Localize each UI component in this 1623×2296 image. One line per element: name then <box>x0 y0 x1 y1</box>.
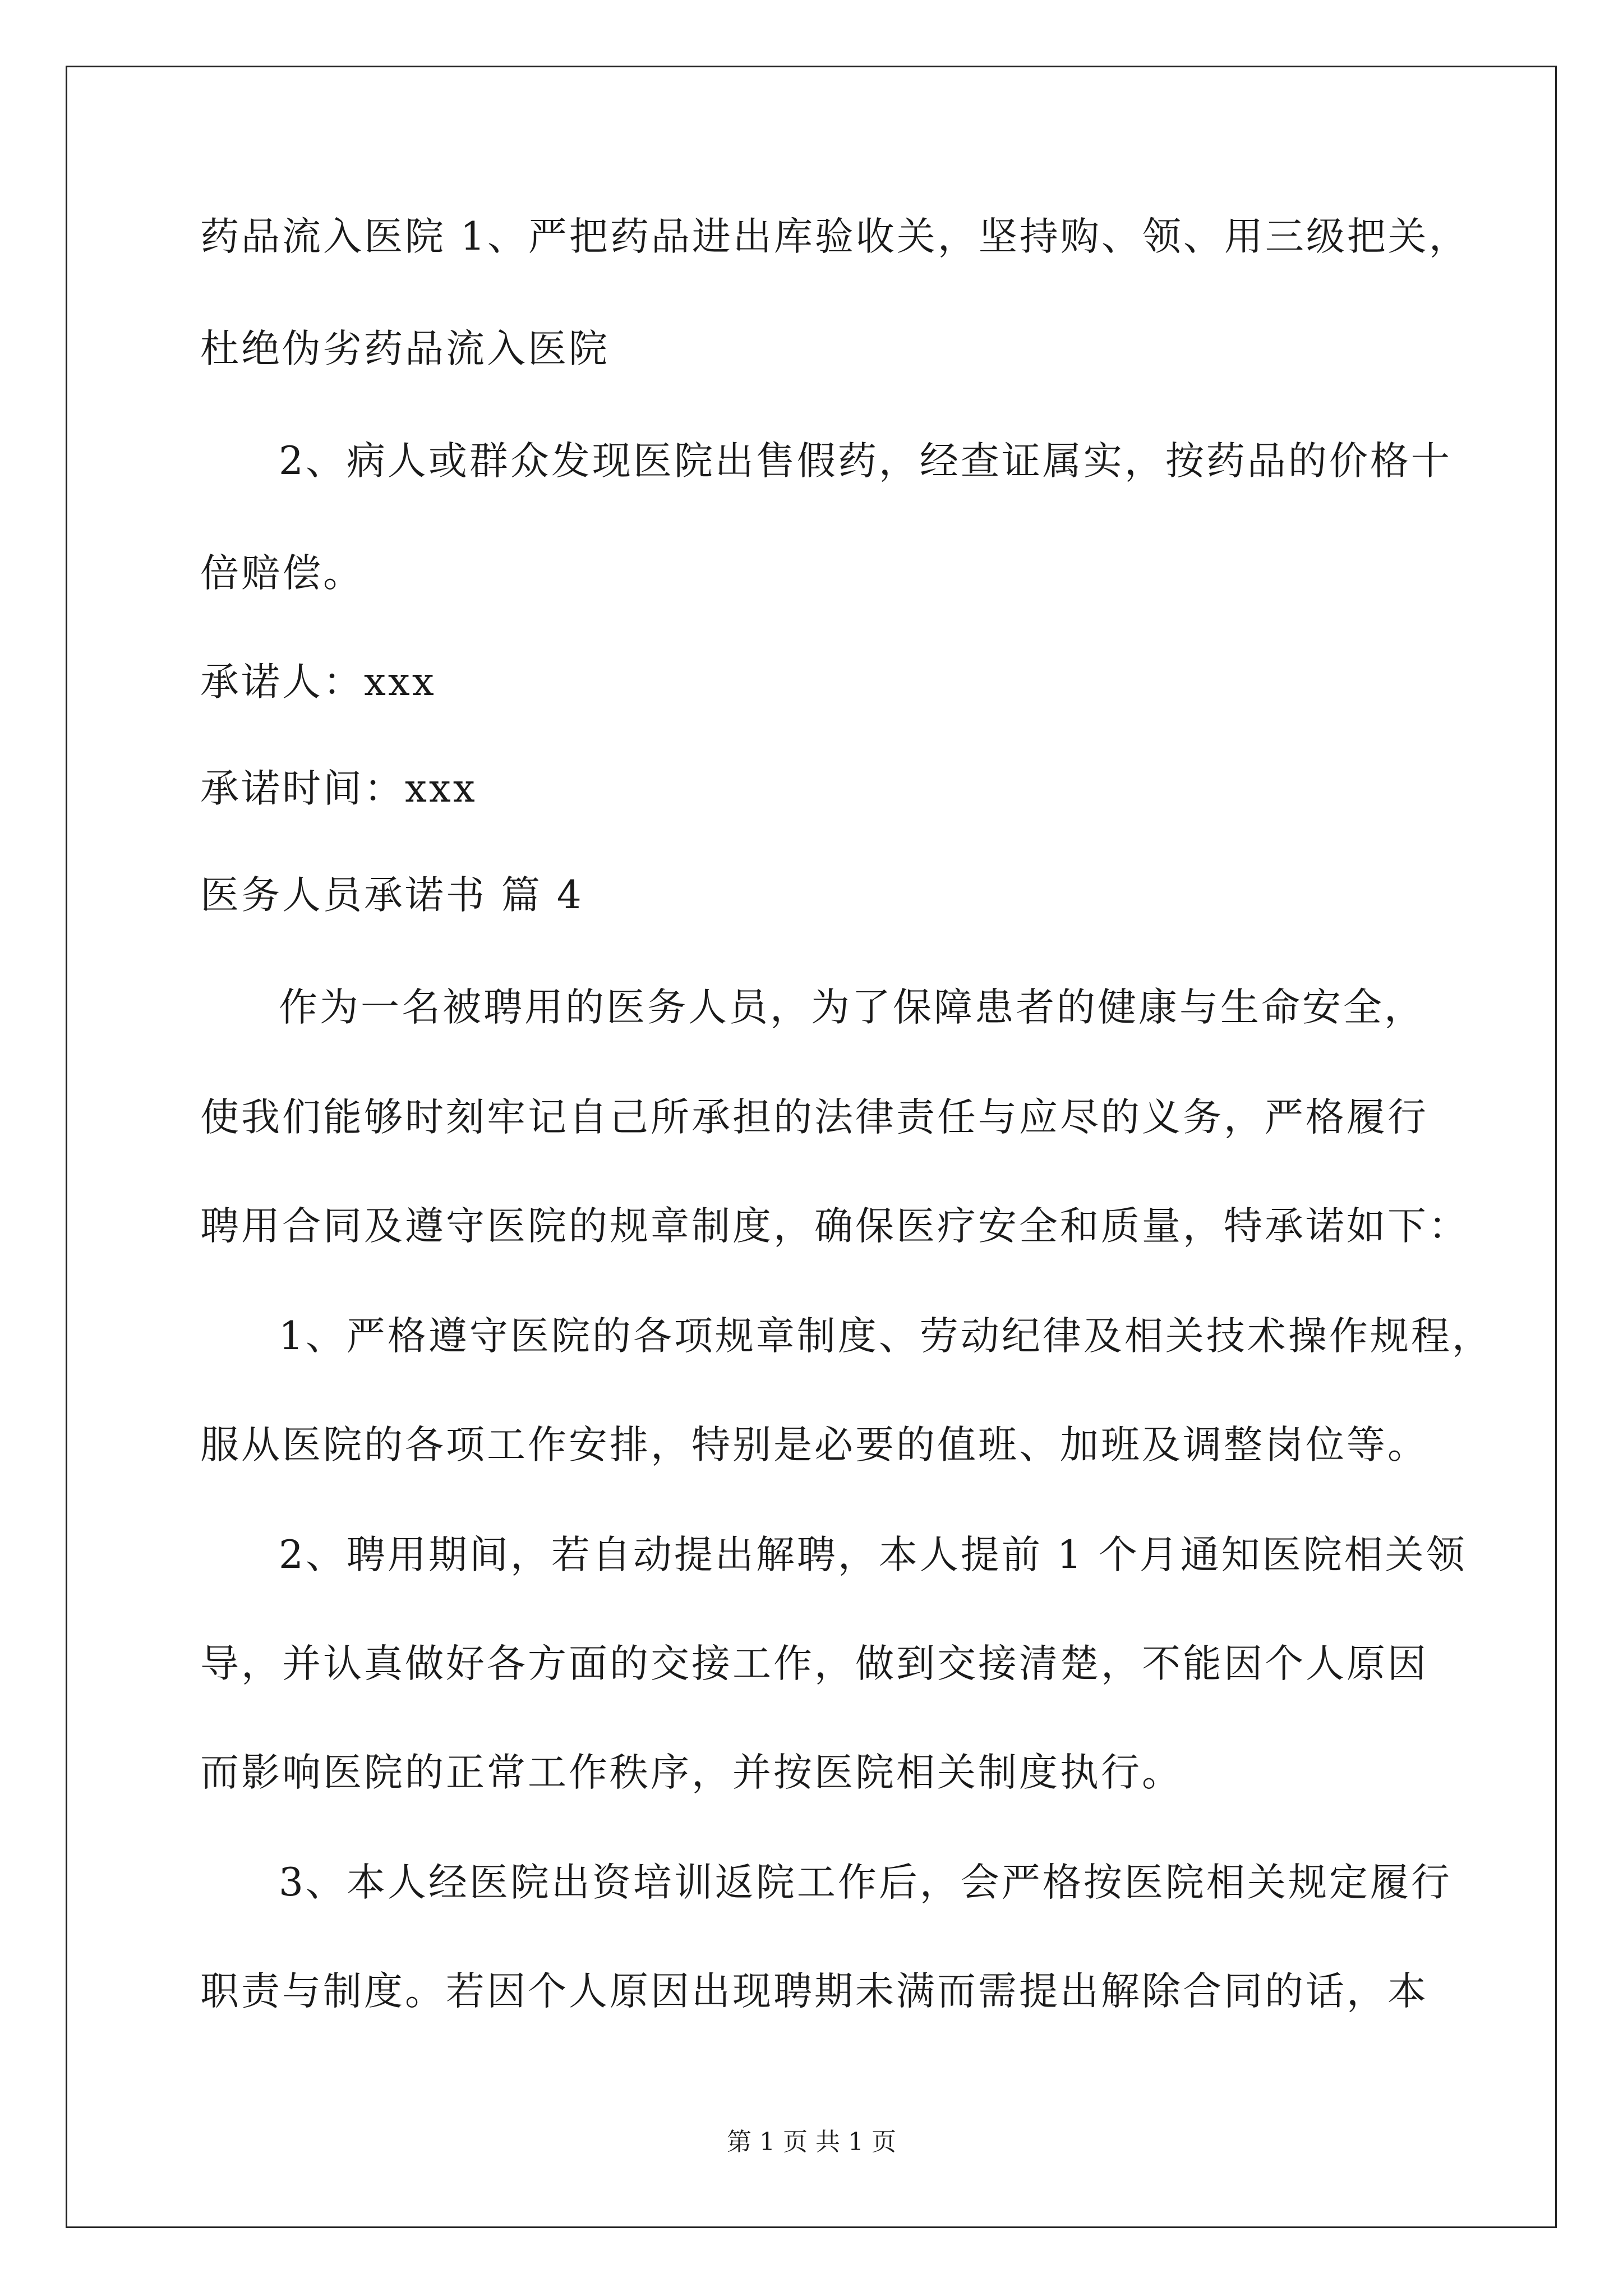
text-line: 职责与制度。若因个人原因出现聘期未满而需提出解除合同的话，本 <box>200 1969 1428 2014</box>
signatory-label: 承诺人：xxx <box>200 660 436 705</box>
text-line: 使我们能够时刻牢记自己所承担的法律责任与应尽的义务，严格履行 <box>200 1095 1428 1140</box>
text-line: 2、聘用期间，若自动提出解聘，本人提前 1 个月通知医院相关领 <box>279 1533 1467 1577</box>
text-line: 聘用合同及遵守医院的规章制度，确保医疗安全和质量，特承诺如下： <box>200 1204 1469 1249</box>
signing-date-label: 承诺时间：xxx <box>200 766 477 811</box>
page-number-footer: 第 1 页 共 1 页 <box>727 2128 896 2156</box>
text-line: 1、严格遵守医院的各项规章制度、劳动纪律及相关技术操作规程， <box>279 1314 1493 1359</box>
text-line: 导，并认真做好各方面的交接工作，做到交接清楚，不能因个人原因 <box>200 1641 1428 1686</box>
text-line: 而影响医院的正常工作秩序，并按医院相关制度执行。 <box>200 1750 1183 1795</box>
section-heading: 医务人员承诺书 篇 4 <box>200 873 584 918</box>
text-line: 作为一名被聘用的医务人员，为了保障患者的健康与生命安全， <box>279 985 1425 1030</box>
text-line: 药品流入医院 1、严把药品进出库验收关，坚持购、领、用三级把关， <box>200 214 1470 259</box>
text-line: 倍赔偿。 <box>200 551 364 596</box>
text-line: 杜绝伪劣药品流入医院 <box>200 326 610 371</box>
text-line: 服从医院的各项工作安排，特别是必要的值班、加班及调整岗位等。 <box>200 1423 1428 1467</box>
text-line: 3、本人经医院出资培训返院工作后，会严格按医院相关规定履行 <box>279 1860 1452 1905</box>
text-line: 2、病人或群众发现医院出售假药，经查证属实，按药品的价格十 <box>279 439 1452 484</box>
